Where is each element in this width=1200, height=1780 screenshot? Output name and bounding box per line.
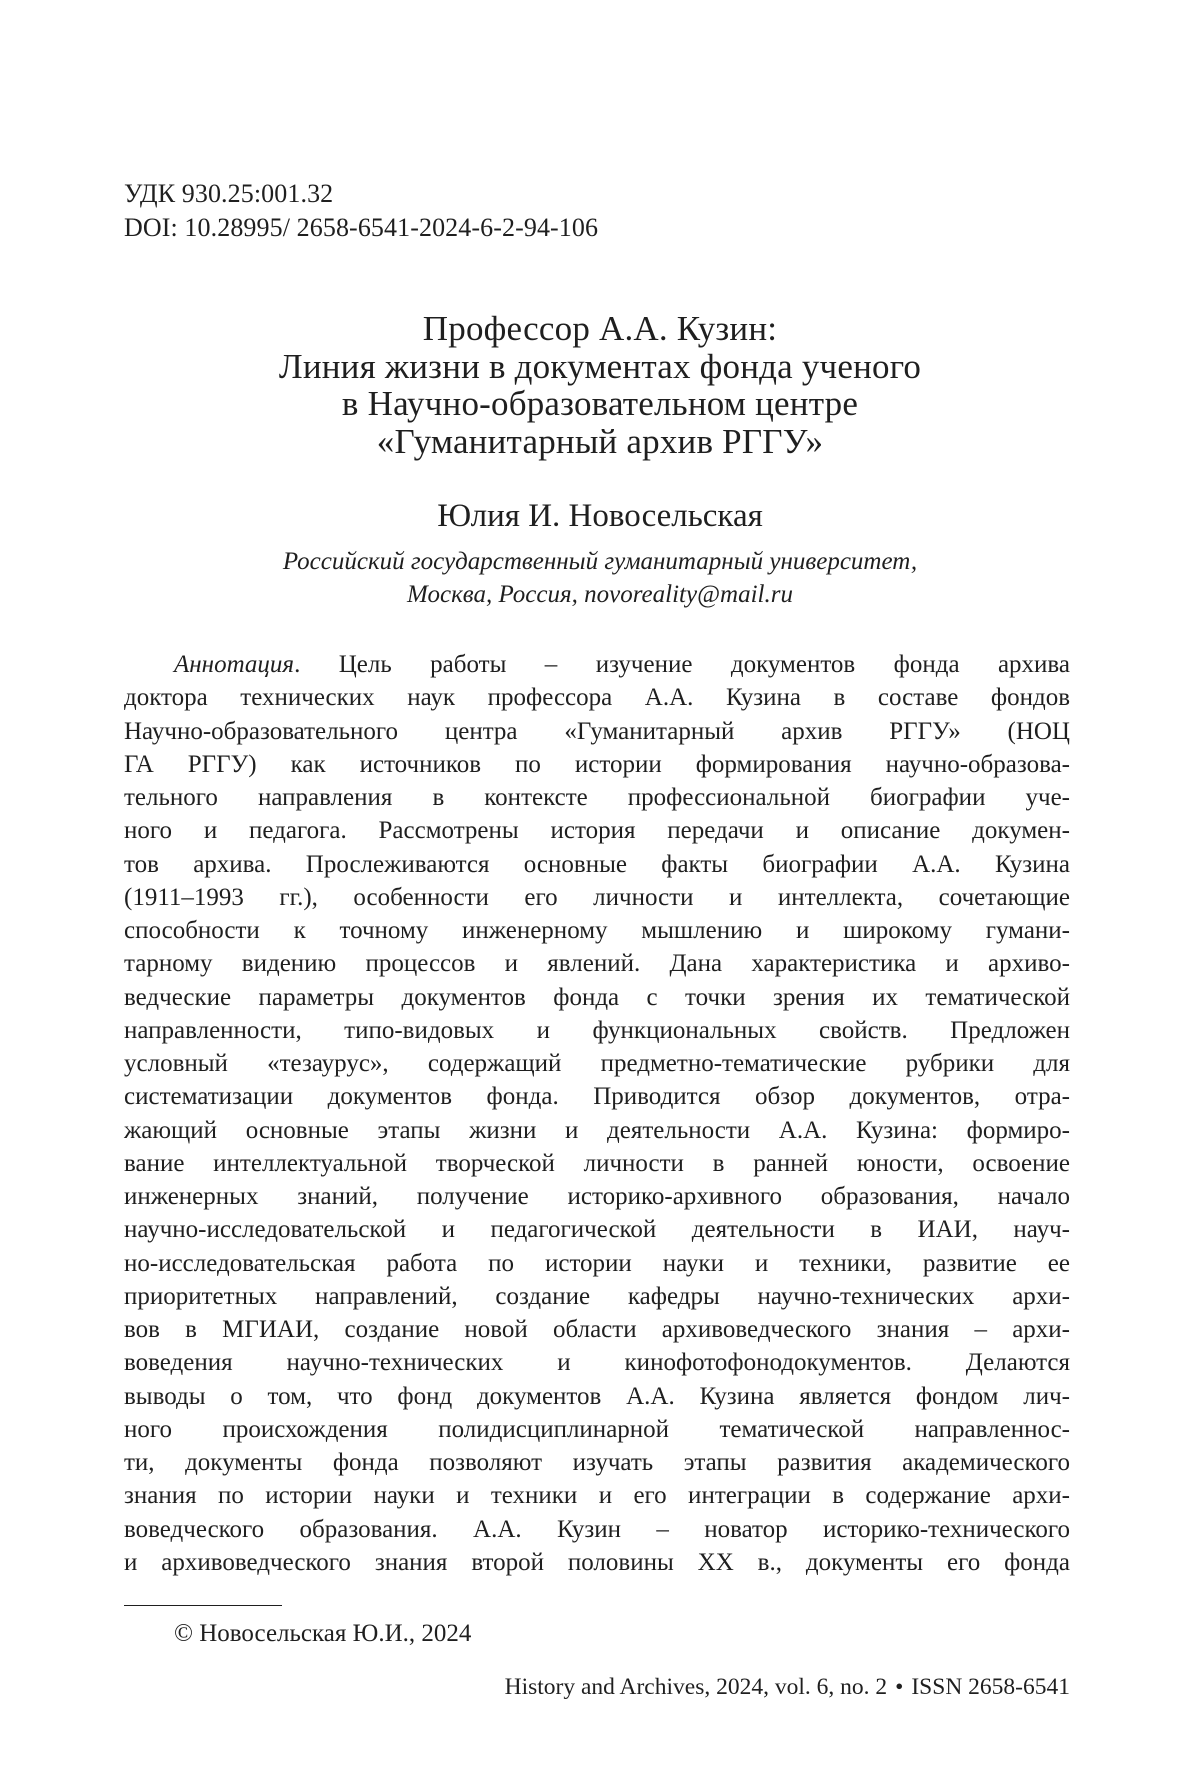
abstract-line: ти, документы фонда позволяют изучать этапы развития академического bbox=[124, 1446, 1070, 1479]
abstract-line: воведческого образования. А.А. Кузин – новатор историко-технического bbox=[124, 1513, 1070, 1546]
abstract bbox=[124, 648, 1070, 1579]
abstract-line: инженерных знаний, получение историко-архивного образования, начало bbox=[124, 1180, 1070, 1213]
title-line: Линия жизни в документах фонда ученого bbox=[124, 348, 1076, 386]
article-title bbox=[124, 310, 1076, 460]
abstract-line: доктора технических наук профессора А.А. Кузина в составе фондов bbox=[124, 681, 1070, 714]
abstract-line: жающий основные этапы жизни и деятельности А.А. Кузина: формиро- bbox=[124, 1114, 1070, 1147]
abstract-line-text: . Цель работы – изучение документов фонда архива bbox=[294, 651, 1070, 678]
title-line: в Научно-образовательном центре bbox=[124, 385, 1076, 423]
abstract-line: знания по истории науки и техники и его интеграции в содержание архи- bbox=[124, 1479, 1070, 1512]
abstract-line: Научно-образовательного центра «Гуманитарный архив РГГУ» (НОЦ bbox=[124, 715, 1070, 748]
journal-footer bbox=[505, 1672, 1070, 1702]
doi: DOI: 10.28995/ 2658-6541-2024-6-2-94-106 bbox=[124, 211, 598, 245]
abstract-line: выводы о том, что фонд документов А.А. Кузина является фондом лич- bbox=[124, 1380, 1070, 1413]
article-page bbox=[0, 0, 1200, 1780]
abstract-line: тов архива. Прослеживаются основные факты биографии А.А. Кузина bbox=[124, 848, 1070, 881]
abstract-line bbox=[124, 648, 1070, 681]
journal-citation: History and Archives, 2024, vol. 6, no. 2 bbox=[505, 1674, 888, 1700]
abstract-line: но-исследовательская работа по истории науки и техники, развитие ее bbox=[124, 1247, 1070, 1280]
footnote-divider bbox=[124, 1605, 282, 1606]
abstract-line: научно-исследовательской и педагогической деятельности в ИАИ, науч- bbox=[124, 1213, 1070, 1246]
abstract-line: систематизации документов фонда. Приводится обзор документов, отра- bbox=[124, 1080, 1070, 1113]
abstract-line: и архивоведческого знания второй половины XX в., документы его фонда bbox=[124, 1546, 1070, 1579]
abstract-line: вов в МГИАИ, создание новой области архивоведческого знания – архи- bbox=[124, 1313, 1070, 1346]
abstract-line: ГА РГГУ) как источников по истории формирования научно-образова- bbox=[124, 748, 1070, 781]
abstract-line: направленности, типо-видовых и функциональных свойств. Предложен bbox=[124, 1014, 1070, 1047]
title-line: Профессор А.А. Кузин: bbox=[124, 310, 1076, 348]
abstract-line: вание интеллектуальной творческой личности в ранней юности, освоение bbox=[124, 1147, 1070, 1180]
copyright-notice: © Новосельская Ю.И., 2024 bbox=[174, 1618, 471, 1650]
abstract-line: тарному видению процессов и явлений. Дана характеристика и архиво- bbox=[124, 947, 1070, 980]
abstract-label: Аннотация bbox=[174, 651, 294, 678]
affiliation-line: Москва, Россия, novoreality@mail.ru bbox=[124, 579, 1076, 612]
abstract-line: (1911–1993 гг.), особенности его личности и интеллекта, сочетающие bbox=[124, 881, 1070, 914]
abstract-line: ведческие параметры документов фонда с точки зрения их тематической bbox=[124, 981, 1070, 1014]
abstract-line: условный «тезаурус», содержащий предметно-тематические рубрики для bbox=[124, 1047, 1070, 1080]
title-line: «Гуманитарный архив РГГУ» bbox=[124, 423, 1076, 461]
abstract-line: способности к точному инженерному мышлению и широкому гумани- bbox=[124, 914, 1070, 947]
bullet-separator: • bbox=[887, 1674, 911, 1700]
abstract-line: воведения научно-технических и кинофотофонодокументов. Делаются bbox=[124, 1346, 1070, 1379]
affiliation-line: Российский государственный гуманитарный университет, bbox=[124, 546, 1076, 579]
article-metadata bbox=[124, 177, 598, 245]
udc-code: УДК 930.25:001.32 bbox=[124, 177, 598, 211]
abstract-line: ного происхождения полидисциплинарной тематической направленнос- bbox=[124, 1413, 1070, 1446]
abstract-line: приоритетных направлений, создание кафедры научно-технических архи- bbox=[124, 1280, 1070, 1313]
abstract-line: тельного направления в контексте профессиональной биографии уче- bbox=[124, 781, 1070, 814]
issn: ISSN 2658-6541 bbox=[911, 1674, 1070, 1700]
author-affiliation bbox=[124, 546, 1076, 611]
author-name: Юлия И. Новосельская bbox=[124, 496, 1076, 536]
abstract-line: ного и педагога. Рассмотрены история передачи и описание докумен- bbox=[124, 814, 1070, 847]
